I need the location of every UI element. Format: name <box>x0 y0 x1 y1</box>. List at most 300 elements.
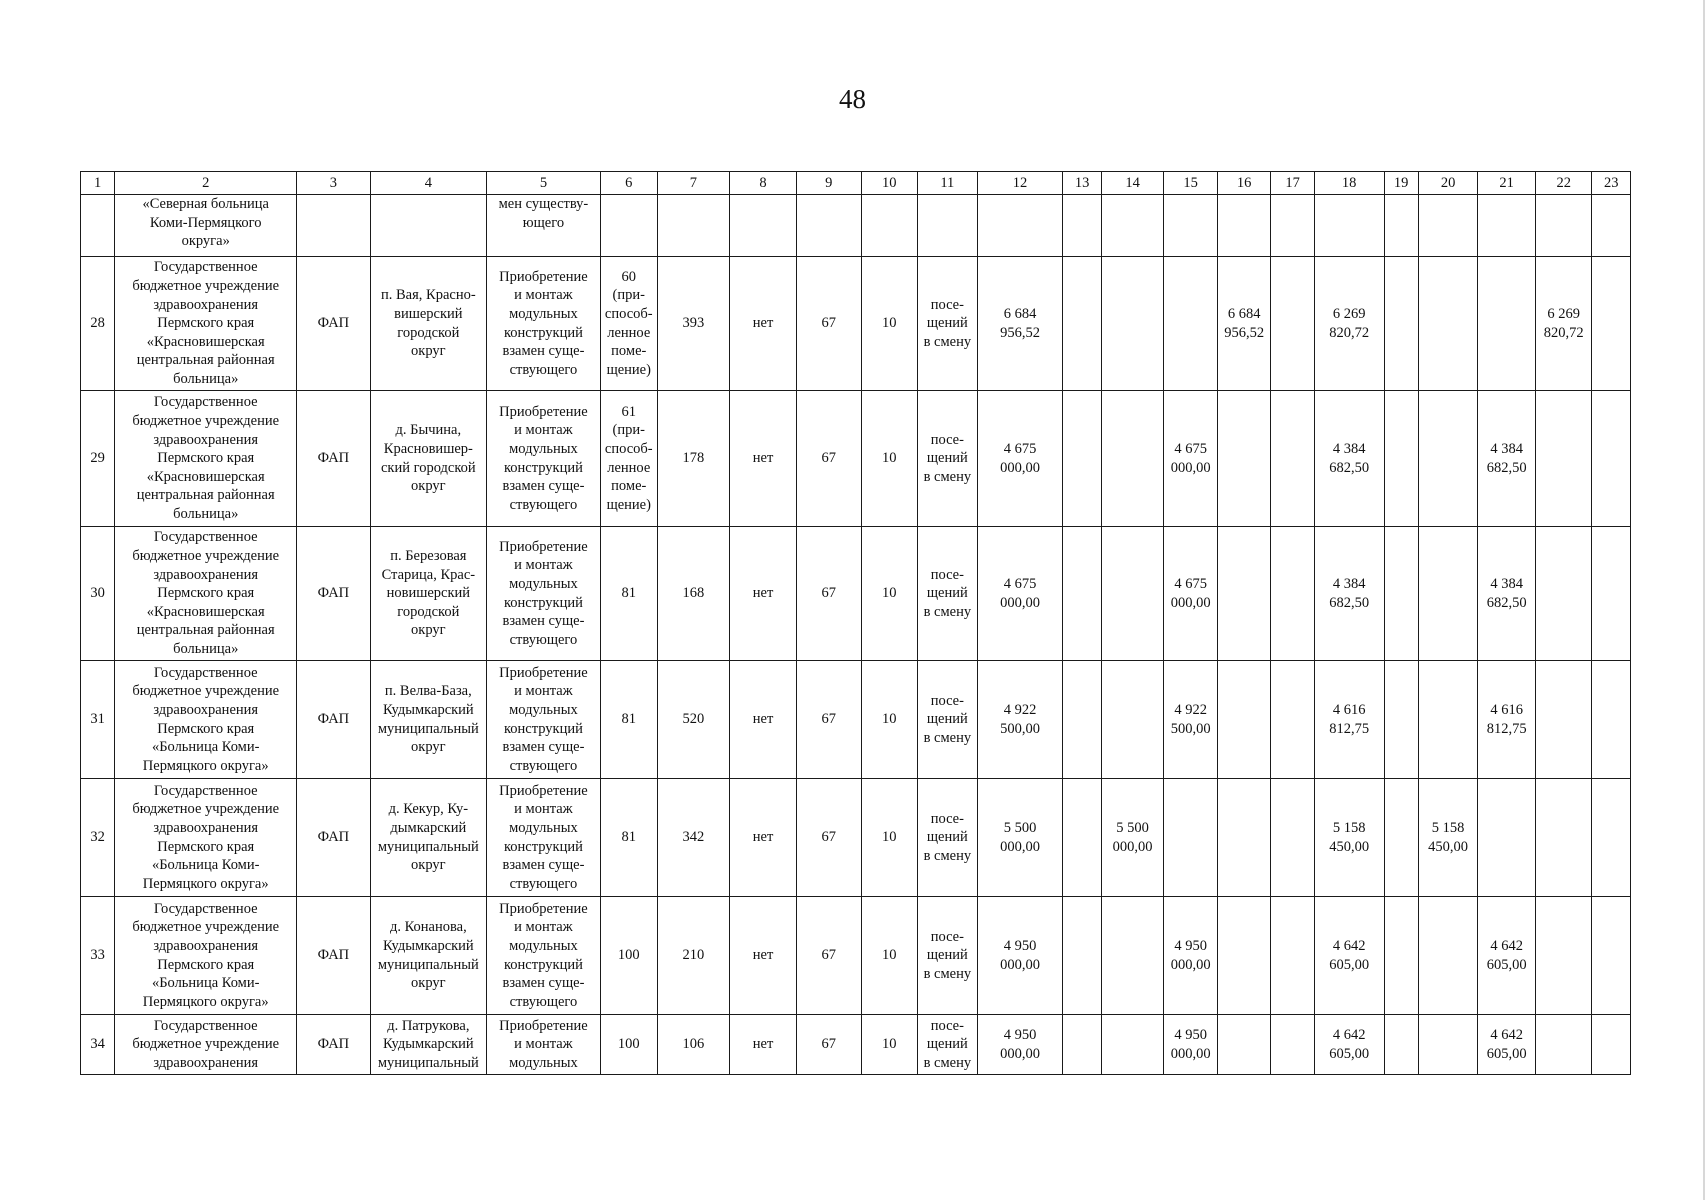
cell-line: Коми-Пермяцкого <box>149 214 262 231</box>
value-cell-col-21 <box>1478 527 1536 661</box>
value-cell-col-12 <box>977 1015 1063 1075</box>
cell-line: 60 <box>621 268 636 285</box>
cell-line: 450,00 <box>1329 838 1370 855</box>
cell-line: 6 269 <box>1332 305 1366 322</box>
cell-line: 812,75 <box>1486 720 1527 737</box>
cell-line: 61 <box>621 403 636 420</box>
cell-line: 682,50 <box>1486 594 1527 611</box>
cell-line: конструкций <box>503 956 583 973</box>
row-number-cell: 34 <box>81 1015 115 1075</box>
cell-line: щений <box>926 711 968 728</box>
cell-line: Пермского края <box>157 315 255 332</box>
cell-line: Пермяцкого округа» <box>142 757 269 774</box>
column-number: 5 <box>486 172 600 195</box>
cell-line: 4 616 <box>1490 701 1523 718</box>
column-number: 22 <box>1535 172 1592 195</box>
value-cell-col-20 <box>1418 527 1478 661</box>
cell-line: городской <box>397 324 460 341</box>
cell-line: способ- <box>604 305 653 322</box>
cell-line: 682,50 <box>1329 594 1370 611</box>
value-cell-col-13 <box>1063 897 1101 1015</box>
cell-line: 956,52 <box>1000 324 1040 341</box>
cell-line: ленное <box>607 459 651 476</box>
cell-line: посе- <box>930 692 964 709</box>
value-cell-col-14 <box>1101 391 1164 527</box>
table-row <box>81 661 1631 779</box>
cell-line: 81 <box>621 711 636 728</box>
work-description-cell <box>486 195 600 257</box>
cell-line: 4 950 <box>1003 1026 1037 1043</box>
column-number: 8 <box>730 172 797 195</box>
cell-line: 605,00 <box>1486 956 1527 973</box>
capacity-cell <box>600 661 657 779</box>
value-cell-col-17 <box>1271 391 1314 527</box>
cell-line: щение) <box>606 496 651 513</box>
cell-line: Приобретение <box>499 403 588 420</box>
value-cell-col-22 <box>1535 779 1592 897</box>
column-number: 17 <box>1271 172 1314 195</box>
value-cell-col-23 <box>1592 195 1631 257</box>
location-cell <box>370 257 486 391</box>
cell-line: «Больница Коми- <box>151 857 260 874</box>
table-body <box>81 172 1631 1075</box>
cell-line: модульных <box>509 575 578 592</box>
time-cell: 10 <box>861 391 918 527</box>
value-cell-col-16 <box>1217 897 1271 1015</box>
distance-cell: 67 <box>796 779 861 897</box>
cell-line: щений <box>926 1036 968 1053</box>
cell-line: конструкций <box>503 838 583 855</box>
value-cell-col-23 <box>1592 661 1631 779</box>
institution-cell <box>115 391 297 527</box>
distance-cell: 67 <box>796 1015 861 1075</box>
capacity-cell <box>600 897 657 1015</box>
value-cell-col-14 <box>1101 1015 1164 1075</box>
cell-line: ствующего <box>509 875 578 892</box>
cell-line: и монтаж <box>514 683 573 700</box>
value-cell-col-15 <box>1164 661 1218 779</box>
cell-line: 6 684 <box>1003 305 1037 322</box>
capacity-cell <box>600 391 657 527</box>
cell-line: центральная районная <box>136 487 275 504</box>
cell-line: городской <box>397 603 460 620</box>
value-cell-col-20 <box>1418 661 1478 779</box>
cell-line: щений <box>926 829 968 846</box>
location-cell <box>370 897 486 1015</box>
cell-line: 605,00 <box>1329 1045 1370 1062</box>
institution-cell <box>115 527 297 661</box>
cell-line: взамен суще- <box>502 478 585 495</box>
work-description-cell <box>486 1015 600 1075</box>
value-cell-col-19 <box>1384 391 1418 527</box>
cell-line: ствующего <box>509 757 578 774</box>
cell-line: конструкций <box>503 459 583 476</box>
cell-line: взамен суще- <box>502 975 585 992</box>
value-cell-col-13 <box>1063 661 1101 779</box>
value-cell-col-13 <box>1063 195 1101 257</box>
value-cell-col-13 <box>1063 257 1101 391</box>
value-cell-col-20 <box>1418 897 1478 1015</box>
cell-line: п. Велва-База, <box>384 683 472 700</box>
cell-line: ствующего <box>509 496 578 513</box>
value-cell-col-18 <box>1314 257 1384 391</box>
value-cell-col-13 <box>1063 779 1101 897</box>
cell-line: Приобретение <box>499 664 588 681</box>
value-cell-col-22 <box>1535 1015 1592 1075</box>
cell-line: бюджетное учреждение <box>132 413 280 430</box>
value-cell-col-21 <box>1478 195 1536 257</box>
value-cell-col-17 <box>1271 779 1314 897</box>
cell-line: новишерский <box>386 585 471 602</box>
cell-line: 6 684 <box>1227 305 1261 322</box>
cell-line: больница» <box>173 370 239 387</box>
unit-cell <box>918 257 978 391</box>
cell-line: Пермского края <box>157 585 255 602</box>
value-cell-col-13 <box>1063 391 1101 527</box>
value-cell-col-23 <box>1592 257 1631 391</box>
value-cell-col-22 <box>1535 391 1592 527</box>
table-row <box>81 1015 1631 1075</box>
cell-line: и монтаж <box>514 287 573 304</box>
distance-cell: 67 <box>796 661 861 779</box>
cell-line: 5 500 <box>1116 819 1149 836</box>
value-cell-col-20 <box>1418 257 1478 391</box>
row-number-cell <box>81 195 115 257</box>
value-cell-col-19 <box>1384 257 1418 391</box>
cell-line: щений <box>926 450 968 467</box>
cell-line: 4 384 <box>1332 440 1366 457</box>
table-row <box>81 527 1631 661</box>
value-cell-col-21 <box>1478 779 1536 897</box>
value-cell-col-23 <box>1592 391 1631 527</box>
value-cell-col-23 <box>1592 897 1631 1015</box>
cell-line: 4 642 <box>1332 937 1366 954</box>
facility-type-cell: ФАП <box>297 527 371 661</box>
cell-line: взамен суще- <box>502 739 585 756</box>
location-cell <box>370 527 486 661</box>
facility-type-cell: ФАП <box>297 257 371 391</box>
value-cell-col-17 <box>1271 1015 1314 1075</box>
cell-line: «Красновишерская <box>146 603 265 620</box>
value-cell-col-16 <box>1217 1015 1271 1075</box>
unit-cell <box>918 195 978 257</box>
cell-line: 820,72 <box>1329 324 1370 341</box>
facility-type-cell: ФАП <box>297 391 371 527</box>
value-cell-col-19 <box>1384 527 1418 661</box>
facility-type-cell: ФАП <box>297 897 371 1015</box>
value-cell-col-15 <box>1164 527 1218 661</box>
cell-line: в смену <box>923 333 972 350</box>
cell-line: 4 384 <box>1490 440 1523 457</box>
cell-line: 682,50 <box>1329 459 1370 476</box>
column-number: 21 <box>1478 172 1536 195</box>
cell-line: 5 158 <box>1332 819 1366 836</box>
page-number: 48 <box>839 84 866 114</box>
value-cell-col-18 <box>1314 1015 1384 1075</box>
cell-line: бюджетное учреждение <box>132 801 280 818</box>
cell-line: 4 675 <box>1003 440 1037 457</box>
value-cell-col-14 <box>1101 897 1164 1015</box>
cell-line: 605,00 <box>1486 1045 1527 1062</box>
cell-line: 500,00 <box>1170 720 1211 737</box>
cell-line: муниципальный <box>377 1054 479 1071</box>
cell-line: 4 616 <box>1332 701 1366 718</box>
cell-line: округ <box>411 622 446 639</box>
cell-line: Государственное <box>153 900 258 917</box>
cell-line: поме- <box>611 478 647 495</box>
cell-line: Кудымкарский <box>382 1036 474 1053</box>
value-cell-col-23 <box>1592 527 1631 661</box>
value-cell-col-19 <box>1384 661 1418 779</box>
column-number: 13 <box>1063 172 1101 195</box>
distance-cell: 67 <box>796 527 861 661</box>
cell-line: здравоохранения <box>153 819 259 836</box>
value-cell-col-20 <box>1418 391 1478 527</box>
unit-cell <box>918 779 978 897</box>
cell-line: 4 922 <box>1174 701 1207 718</box>
cell-line: 81 <box>621 585 636 602</box>
cell-line: Старица, Крас- <box>381 566 476 583</box>
value-cell-col-15 <box>1164 1015 1218 1075</box>
cell-line: ющего <box>522 214 565 231</box>
cell-line: в смену <box>923 468 972 485</box>
location-cell <box>370 661 486 779</box>
availability-cell: нет <box>730 779 797 897</box>
cell-line: больница» <box>173 640 239 657</box>
cell-line: бюджетное учреждение <box>132 278 280 295</box>
time-cell: 10 <box>861 257 918 391</box>
cell-line: 4 950 <box>1003 937 1037 954</box>
data-table <box>80 171 1631 1075</box>
unit-cell <box>918 1015 978 1075</box>
cell-line: посе- <box>930 431 964 448</box>
cell-line: 450,00 <box>1428 838 1469 855</box>
cell-line: 000,00 <box>1000 594 1040 611</box>
facility-type-cell: ФАП <box>297 661 371 779</box>
availability-cell: нет <box>730 391 797 527</box>
value-cell-col-18 <box>1314 195 1384 257</box>
work-description-cell <box>486 257 600 391</box>
value-cell-col-15 <box>1164 897 1218 1015</box>
cell-line: здравоохранения <box>153 701 259 718</box>
population-cell: 520 <box>657 661 730 779</box>
cell-line: конструкций <box>503 720 583 737</box>
column-number: 15 <box>1164 172 1218 195</box>
column-number: 2 <box>115 172 297 195</box>
value-cell-col-12 <box>977 195 1063 257</box>
value-cell-col-14 <box>1101 527 1164 661</box>
cell-line: Пермского края <box>157 450 255 467</box>
cell-line: 000,00 <box>1170 956 1211 973</box>
population-cell: 210 <box>657 897 730 1015</box>
value-cell-col-16 <box>1217 257 1271 391</box>
cell-line: «Северная больница <box>142 196 269 212</box>
cell-line: 4 922 <box>1003 701 1037 718</box>
value-cell-col-22 <box>1535 195 1592 257</box>
value-cell-col-20 <box>1418 779 1478 897</box>
column-number: 6 <box>600 172 657 195</box>
population-cell: 342 <box>657 779 730 897</box>
location-cell <box>370 779 486 897</box>
value-cell-col-16 <box>1217 779 1271 897</box>
cell-line: 4 384 <box>1490 575 1523 592</box>
value-cell-col-15 <box>1164 391 1218 527</box>
column-number: 10 <box>861 172 918 195</box>
cell-line: (при- <box>612 422 645 439</box>
cell-line: 4 675 <box>1174 575 1207 592</box>
cell-line: «Больница Коми- <box>151 739 260 756</box>
unit-cell <box>918 527 978 661</box>
cell-line: модульных <box>509 305 578 322</box>
capacity-cell <box>600 257 657 391</box>
column-number: 18 <box>1314 172 1384 195</box>
column-number: 7 <box>657 172 730 195</box>
time-cell: 10 <box>861 779 918 897</box>
institution-cell <box>115 779 297 897</box>
value-cell-col-15 <box>1164 779 1218 897</box>
cell-line: 4 675 <box>1174 440 1207 457</box>
availability-cell: нет <box>730 527 797 661</box>
cell-line: Кудымкарский <box>382 937 474 954</box>
value-cell-col-22 <box>1535 661 1592 779</box>
value-cell-col-18 <box>1314 897 1384 1015</box>
work-description-cell <box>486 391 600 527</box>
population-cell: 393 <box>657 257 730 391</box>
cell-line: Государственное <box>153 529 258 546</box>
cell-line: 5 158 <box>1431 819 1465 836</box>
cell-line: округ <box>411 478 446 495</box>
cell-line: ствующего <box>509 361 578 378</box>
row-number-cell: 31 <box>81 661 115 779</box>
value-cell-col-16 <box>1217 661 1271 779</box>
cell-line: муниципальный <box>377 838 479 855</box>
cell-line: Пермского края <box>157 838 255 855</box>
cell-line: Пермского края <box>157 720 255 737</box>
cell-line: бюджетное учреждение <box>132 548 280 565</box>
availability-cell <box>730 195 797 257</box>
population-cell: 168 <box>657 527 730 661</box>
cell-line: и монтаж <box>514 557 573 574</box>
value-cell-col-14 <box>1101 195 1164 257</box>
column-number: 16 <box>1217 172 1271 195</box>
cell-line: Государственное <box>153 664 258 681</box>
value-cell-col-21 <box>1478 257 1536 391</box>
cell-line: бюджетное учреждение <box>132 919 280 936</box>
cell-line: округ <box>411 975 446 992</box>
cell-line: «Больница Коми- <box>151 975 260 992</box>
table-row <box>81 779 1631 897</box>
cell-line: 6 269 <box>1547 305 1581 322</box>
distance-cell: 67 <box>796 391 861 527</box>
column-number: 14 <box>1101 172 1164 195</box>
cell-line: ствующего <box>509 993 578 1010</box>
column-number: 1 <box>81 172 115 195</box>
cell-line: взамен суще- <box>502 343 585 360</box>
cell-line: Красновишер- <box>383 440 473 457</box>
row-number-cell: 29 <box>81 391 115 527</box>
value-cell-col-19 <box>1384 779 1418 897</box>
value-cell-col-15 <box>1164 257 1218 391</box>
table-row <box>81 391 1631 527</box>
value-cell-col-12 <box>977 527 1063 661</box>
time-cell: 10 <box>861 1015 918 1075</box>
cell-line: 000,00 <box>1170 459 1211 476</box>
cell-line: здравоохранения <box>153 1054 259 1071</box>
cell-line: ский городской <box>380 459 476 476</box>
cell-line: 4 950 <box>1174 937 1207 954</box>
capacity-cell <box>600 195 657 257</box>
cell-line: в смену <box>923 1054 972 1071</box>
unit-cell <box>918 661 978 779</box>
cell-line: д. Кекур, Ку- <box>388 801 469 818</box>
cell-line: взамен суще- <box>502 613 585 630</box>
cell-line: округ <box>411 857 446 874</box>
work-description-cell <box>486 779 600 897</box>
cell-line: Государственное <box>153 782 258 799</box>
column-number: 12 <box>977 172 1063 195</box>
location-cell <box>370 195 486 257</box>
table-row <box>81 897 1631 1015</box>
column-number-row <box>81 172 1631 195</box>
cell-line: модульных <box>509 440 578 457</box>
cell-line: Приобретение <box>499 538 588 555</box>
value-cell-col-21 <box>1478 897 1536 1015</box>
cell-line: 4 642 <box>1490 937 1523 954</box>
facility-type-cell: ФАП <box>297 1015 371 1075</box>
institution-cell <box>115 1015 297 1075</box>
work-description-cell <box>486 897 600 1015</box>
cell-line: мен существу- <box>498 196 589 212</box>
cell-line: 000,00 <box>1000 1045 1040 1062</box>
value-cell-col-21 <box>1478 1015 1536 1075</box>
value-cell-col-19 <box>1384 1015 1418 1075</box>
cell-line: вишерский <box>394 305 463 322</box>
facility-type-cell <box>297 195 371 257</box>
cell-line: Государственное <box>153 1017 258 1034</box>
cell-line: 100 <box>617 1036 640 1053</box>
availability-cell: нет <box>730 897 797 1015</box>
value-cell-col-20 <box>1418 195 1478 257</box>
cell-line: д. Конанова, <box>389 919 467 936</box>
cell-line: модульных <box>509 819 578 836</box>
cell-line: здравоохранения <box>153 937 259 954</box>
cell-line: д. Бычина, <box>395 422 462 439</box>
work-description-cell <box>486 661 600 779</box>
column-number: 9 <box>796 172 861 195</box>
location-cell <box>370 1015 486 1075</box>
cell-line: Приобретение <box>499 268 588 285</box>
cell-line: модульных <box>509 1054 578 1071</box>
row-number-cell: 30 <box>81 527 115 661</box>
value-cell-col-12 <box>977 897 1063 1015</box>
cell-line: щение) <box>606 361 651 378</box>
cell-line: 820,72 <box>1543 324 1584 341</box>
cell-line: и монтаж <box>514 1036 573 1053</box>
cell-line: муниципальный <box>377 956 479 973</box>
cell-line: 100 <box>617 947 640 964</box>
cell-line: Приобретение <box>499 782 588 799</box>
cell-line: в смену <box>923 729 972 746</box>
cell-line: здравоохранения <box>153 431 259 448</box>
cell-line: 4 384 <box>1332 575 1366 592</box>
table-row <box>81 257 1631 391</box>
cell-line: 605,00 <box>1329 956 1370 973</box>
cell-line: 000,00 <box>1170 1045 1211 1062</box>
cell-line: Пермяцкого округа» <box>142 875 269 892</box>
work-description-cell <box>486 527 600 661</box>
cell-line: п. Вая, Красно- <box>381 287 476 304</box>
population-cell: 178 <box>657 391 730 527</box>
